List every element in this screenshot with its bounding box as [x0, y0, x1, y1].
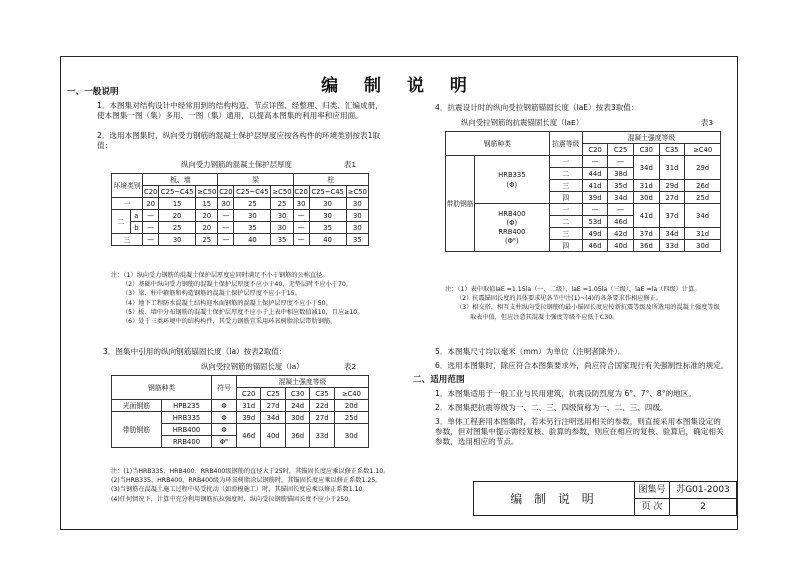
page-number: 2: [670, 499, 737, 516]
table-row: [112, 198, 369, 210]
note-line: （2）抗震锚固长度的具体要求见各节中注(1)~(4)的各条要求作相应修正。: [456, 295, 663, 303]
table-cell: 46d: [236, 424, 260, 448]
title-block: [473, 481, 737, 516]
table-cell: RRB400: [161, 436, 211, 448]
table-cell: ≥C40: [334, 388, 368, 400]
table-cell: C35: [659, 144, 685, 156]
table-header: 柱: [293, 174, 368, 186]
table-cell: ≥C40: [685, 144, 721, 156]
table-cell: C25~C45: [309, 186, 346, 198]
table-cell: 25d: [685, 192, 721, 204]
table-cell: 25: [159, 222, 196, 234]
table-cell: 27d: [659, 192, 685, 204]
table-cell: —: [218, 234, 234, 246]
table-cell: 25: [271, 198, 293, 210]
table-cell: —: [143, 210, 159, 222]
table-cell: 30: [346, 198, 368, 210]
table-cell: C20: [294, 187, 308, 196]
table-cell: 带肋钢筋: [446, 156, 475, 252]
table-cell: 20d: [334, 400, 368, 412]
table-cell: 混凝土强度等级: [236, 376, 368, 388]
table-row: [112, 210, 369, 222]
table-cell: C30: [285, 388, 309, 400]
table-cell: —: [293, 210, 309, 222]
table-cell: 39d: [236, 412, 260, 424]
table2-number: 表2: [344, 362, 357, 371]
table-cell: 30: [309, 210, 346, 222]
table-cell: 31d: [236, 400, 260, 412]
table-cell: 44d: [582, 168, 608, 180]
table-cell: 30: [346, 210, 368, 222]
table-cell: b: [130, 222, 143, 234]
table3-notes: [445, 285, 720, 322]
table-cell: 二: [112, 210, 131, 234]
table-cell: 钢筋种类: [446, 132, 550, 156]
table-cell: 25d: [334, 412, 368, 424]
table-cell: 钢筋种类: [112, 376, 212, 400]
table-cell: 40d: [261, 424, 285, 448]
table-cell: 25: [196, 234, 218, 246]
para-2: 2．选用本图集时，纵向受力钢筋的混凝土保护层厚度应按各构件的环境类别按表1取值：: [97, 131, 381, 150]
table-cell: a: [130, 210, 143, 222]
table-cell: 41d: [582, 180, 608, 192]
note-line: (3)当钢筋在混凝土施工过程中易受扰动（如滑模施工）时，其锚固长度应乘以修正系数1.10。: [111, 486, 369, 494]
table-cell: 46d: [582, 240, 608, 252]
note-line: （3）相交搭，相互支柱纵向受拉钢筋的最小锚固长度应按新抗震等级及所选用的混凝土强度等级: [456, 304, 720, 312]
table-cell: —: [608, 156, 634, 168]
table-cell: 26d: [685, 180, 721, 192]
table-cell: 30d: [685, 240, 721, 252]
table-cell: 30d: [285, 412, 309, 424]
table-anchorage-length: [111, 375, 369, 448]
table-cell: C20: [219, 187, 233, 196]
note-line: （6）处于三类环境中的结构构件，其受力钢筋宜采用环氧树脂涂层带肋钢筋。: [122, 318, 337, 326]
table-cell: 38d: [608, 168, 634, 180]
table-row: [446, 156, 721, 168]
table-cell: 35: [309, 222, 346, 234]
table-cell: —: [218, 210, 234, 222]
table-cell: 34d: [685, 204, 721, 228]
table-cell: 34d: [633, 156, 659, 180]
table-cell: ≥C50: [272, 187, 292, 196]
table-cell: C25~C45: [159, 186, 196, 198]
table1-caption: 纵向受力钢筋的混凝土保护层厚度: [181, 160, 292, 169]
table-header: 板、墙: [143, 174, 218, 186]
table-cell: 15: [159, 198, 196, 210]
table-cell: 40: [234, 234, 271, 246]
table-cell: 33d: [659, 240, 685, 252]
table-cell: 35: [234, 222, 271, 234]
page-title: 编 制 说 明: [321, 76, 477, 96]
table-cell: 35: [346, 234, 368, 246]
table-cell: 34d: [261, 412, 285, 424]
table-cell: 带肋钢筋: [112, 412, 162, 448]
scope-2: 2．本图集把抗震等级为一、二、三、四级简称为一、二、三、四级。: [435, 403, 668, 412]
table-cell: 30d: [334, 424, 368, 448]
drawing-sheet: [60, 56, 738, 530]
note-line: （2）基础中纵向受力钢筋的混凝土保护层厚度不应小于40，无垫层时不应小于70。: [122, 281, 353, 289]
table-cell: —: [582, 156, 608, 168]
note-line: 注：（1）表中取值laE =1.15la（一、二级）、laE =1.05la（三级）、laE =la（四级）计算。: [445, 286, 701, 293]
table-cell: 混凝土强度等级: [582, 132, 720, 144]
scope-1: 1．本图集适用于一般工业与民用建筑，抗震设防烈度为 6°、7°、8°的地区。: [435, 389, 696, 398]
table-cell: HRB335: [161, 412, 211, 424]
para-1: 1．本图集对结构设计中经常用到的结构构造、节点详图、经整理、归类、汇编成册，使本图集一图（集）多用、一图（集）通用，以提高本图集的利用率和应用面。: [97, 101, 383, 120]
table-cell: 三: [549, 228, 582, 240]
table-cell: 36d: [633, 240, 659, 252]
table-cell: 四: [549, 192, 582, 204]
table-cell: —: [293, 234, 309, 246]
table-cell: 30: [234, 210, 271, 222]
note-line: 注：（1）纵向受力钢筋的混凝土保护层厚度应同时满足不小于钢筋的公称直径。: [111, 272, 329, 279]
note-line: (2)当HRB335、HRB400、RRB400级为环氧树脂涂层钢筋时，其锚固长度应乘以修正系数1.25。: [111, 477, 382, 485]
table-cell: 页 次: [635, 499, 670, 516]
table1-number: 表1: [344, 160, 357, 169]
table-cell: HRB400: [161, 424, 211, 436]
table-cell: 33d: [310, 424, 334, 448]
table-row: [446, 204, 721, 216]
table-cell: 光面钢筋: [112, 400, 162, 412]
note-line: (4)任何情况下，计算中充分利用钢筋抗拉强度时，纵向受拉钢筋锚固长度不应小于250。: [111, 495, 355, 503]
table-cell: C35: [310, 388, 334, 400]
section-general: 一、一般说明: [67, 87, 119, 97]
table-cell: 31d: [685, 228, 721, 240]
table-cell: 二: [549, 168, 582, 180]
table-cell: 27d: [261, 400, 285, 412]
table-cell: 抗震等级: [549, 132, 582, 156]
table-cell: 40: [309, 234, 346, 246]
table-cell: 三: [549, 180, 582, 192]
table-cell: 30: [271, 222, 293, 234]
title-block-name: 编 制 说 明: [474, 482, 635, 516]
table-cell: C25: [261, 388, 285, 400]
table-cell: —: [608, 204, 634, 216]
table-cell: 37d: [659, 204, 685, 228]
table-cell: 49d: [582, 228, 608, 240]
table-cell: —: [143, 234, 159, 246]
table-cell: 31d: [659, 156, 685, 180]
table-cell: —: [293, 222, 309, 234]
table-cell: 一: [549, 156, 582, 168]
table-cell: C20: [582, 144, 608, 156]
table-cell: Φ: [212, 424, 237, 436]
table-cell: 30: [309, 198, 346, 210]
table-cell: 35d: [608, 180, 634, 192]
table-cell: 25: [234, 198, 271, 210]
table-cell: 46d: [608, 216, 634, 228]
table-cell: Φ: [212, 400, 237, 412]
table-cell: 53d: [582, 216, 608, 228]
table3-caption: 纵向受拉钢筋的抗震锚固长度（laE）: [461, 118, 584, 127]
table-row: [112, 234, 369, 246]
table-cell: 40d: [608, 240, 634, 252]
table-cell: Φ: [212, 412, 237, 424]
table-header: 环境类别: [112, 174, 143, 198]
note-line: 取表中值，但应注意其混凝土强度等级不应低于C30。: [470, 313, 619, 321]
table-cover-thickness: [111, 173, 369, 246]
table-cell: HPB235: [161, 400, 211, 412]
table2-notes: [111, 467, 389, 504]
table-cell: 34d: [659, 228, 685, 240]
table-cell: 符号: [212, 376, 237, 400]
table-row: [112, 400, 369, 412]
table-cell: 39d: [582, 192, 608, 204]
table-cell: 20: [196, 222, 218, 234]
table-cell: 31d: [633, 180, 659, 192]
note-line: （3）梁、柱中箍筋和构造钢筋的混凝土保护层厚度不应小于15。: [122, 290, 301, 298]
table-cell: HRB335 (Φ): [475, 156, 550, 204]
table-cell: C20: [143, 187, 158, 196]
table-cell: HRB400 (Φ) RRB400 (Φᴿ): [475, 204, 550, 252]
table2-caption: 纵向受拉钢筋的锚固长度（la）: [201, 362, 304, 371]
table-cell: C20: [236, 388, 260, 400]
table-cell: 41d: [633, 204, 659, 228]
table-cell: 二: [549, 216, 582, 228]
scope-3: 3．单体工程套用本图集时，若未另行注明选用相关的参数，则直接采用本图集设定的参数，但对图集中提示需经复核、验算的参数，则应在相应的复核、验算后，确定相关参数，选用相应的节点。: [435, 417, 724, 446]
table-cell: ≥C50: [347, 187, 367, 196]
table-cell: 四: [549, 240, 582, 252]
table-cell: 30: [271, 210, 293, 222]
section-scope: 二、适用范围: [413, 375, 465, 385]
table-cell: 30: [293, 198, 309, 210]
table-cell: C25~C45: [234, 186, 271, 198]
note-line: （5）板、墙中分布钢筋的混凝土保护层厚度不应小于上表中相应数值减10，且应≥10。: [122, 308, 364, 316]
para-6: 6．选用本图集时，除应符合本图集要求外，尚应符合国家现行有关强制性标准的规定。: [435, 361, 729, 370]
table-cell: 30: [346, 222, 368, 234]
table-cell: 30: [159, 234, 196, 246]
table-cell: 29d: [659, 180, 685, 192]
table-header: 梁: [218, 174, 293, 186]
table-cell: 30: [218, 198, 234, 210]
table-cell: 三: [112, 234, 143, 246]
table-cell: 36d: [285, 424, 309, 448]
table-cell: 20: [143, 198, 159, 210]
table3-number: 表3: [701, 118, 714, 127]
table-cell: —: [218, 222, 234, 234]
table-cell: 37d: [633, 228, 659, 240]
table-cell: C25: [608, 144, 634, 156]
table-cell: 29d: [685, 156, 721, 180]
atlas-number: 苏G01-2003: [670, 482, 737, 499]
table-cell: Φᴿ: [212, 436, 237, 448]
table-cell: 图集号: [635, 482, 670, 499]
table-cell: 20: [196, 210, 218, 222]
table-seismic-anchorage: [445, 131, 721, 252]
table-cell: —: [582, 204, 608, 216]
table-cell: 一: [549, 204, 582, 216]
table-cell: 30d: [633, 192, 659, 204]
para-5: 5．本图集尺寸均以毫米（mm）为单位（注明者除外）。: [435, 347, 626, 356]
para-3: 3．图集中引用的纵向钢筋锚固长度（la）按表2取值：: [103, 347, 287, 356]
table-cell: 22d: [310, 400, 334, 412]
table-cell: 15: [196, 198, 218, 210]
table-cell: 20: [159, 210, 196, 222]
table-cell: 一: [112, 198, 143, 210]
para-4: 4．抗震设计时的纵向受拉钢筋锚固长度（laE）按表3取值：: [435, 103, 639, 112]
table-row: [112, 222, 369, 234]
table-cell: ≥C50: [197, 187, 217, 196]
note-line: （4）地下工程防水混凝土结构迎水面钢筋的混凝土保护层厚度不应小于50。: [122, 299, 332, 307]
table1-notes: [111, 271, 363, 326]
table-cell: 34d: [608, 192, 634, 204]
table-cell: —: [143, 222, 159, 234]
table-cell: 24d: [285, 400, 309, 412]
table-cell: 27d: [310, 412, 334, 424]
table-row: [112, 412, 369, 424]
table-cell: 42d: [608, 228, 634, 240]
note-line: 注：(1)当HRB335、HRB400、RRB400级钢筋的直径大于25时，其锚固长度应乘以修正系数1.10。: [111, 468, 390, 475]
table-cell: C30: [633, 144, 659, 156]
table-cell: 35: [271, 234, 293, 246]
